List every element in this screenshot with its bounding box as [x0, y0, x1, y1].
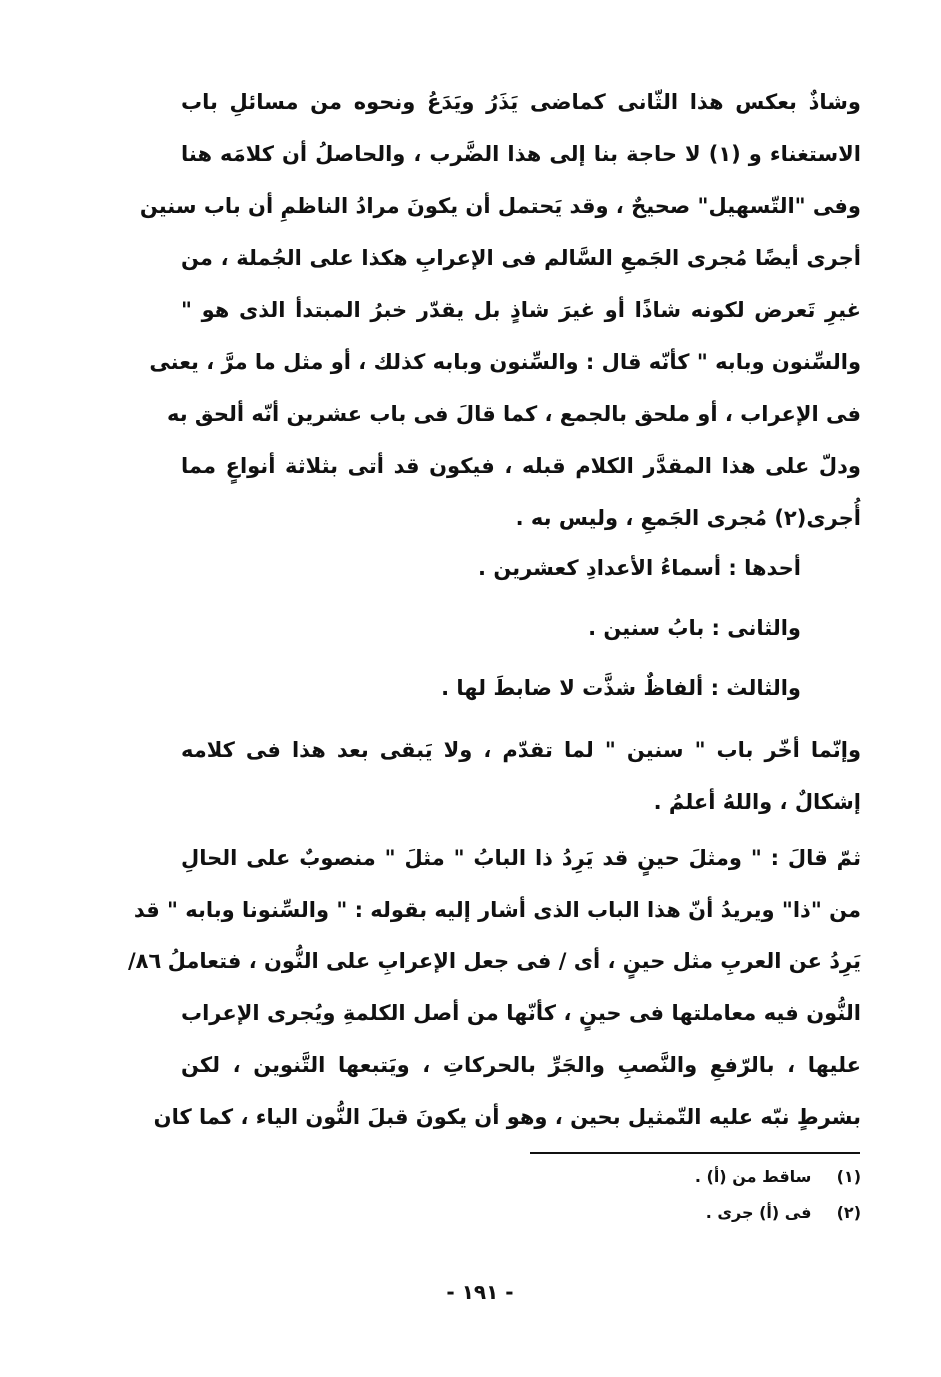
- footnote-1: [361, 1162, 861, 1192]
- text-line-17: يَرِدُ عن العربِ مثل حينٍ ، أى / فى جعل الإعرابِ على النُّون ، فتعاملُ: [167, 949, 861, 973]
- footnote-1-number: (١): [836, 1167, 861, 1186]
- text-line-13: وإنّما أخّر باب " سنين " لما تقدّم ، ولا يَبقى بعد هذا فى كلامه: [181, 738, 861, 762]
- footnote-1-text: ساقط من (أ) .: [694, 1167, 812, 1186]
- list-item-second: والثانى : بابُ سنين .: [588, 616, 801, 640]
- text-line-14: إشكالٌ ، واللهُ أعلمُ .: [653, 790, 861, 814]
- text-line-18: النُّون فيه معاملتها فى حينٍ ، كأنّها من أصل الكلمةِ ويُجرى الإعراب: [181, 1001, 861, 1025]
- list-item-third: والثالث : ألفاظٌ شذَّت لا ضابطَ لها .: [441, 676, 801, 700]
- text-line-1: وشاذٌ بعكس هذا الثّانى كماضى يَذَرُ ويَدَعُ ونحوه من مسائلِ باب: [181, 90, 861, 114]
- list-item-first: أحدها : أسماءُ الأعدادِ كعشرين .: [478, 556, 801, 580]
- footnote-2-text: فى (أ) جرى .: [705, 1203, 812, 1222]
- manuscript-folio-marker: ٨٦/: [128, 949, 162, 973]
- text-line-5: غيرِ تَعرض لكونه شاذًا أو غيرَ شاذٍ بل يقدّر خبرُ المبتدأ الذى هو ": [181, 298, 861, 322]
- text-line-2: الاستغناء و (١) لا حاجة بنا إلى هذا الضَّرب ، والحاصلُ أن كلامَه هنا: [181, 142, 861, 166]
- footnote-divider: [530, 1152, 860, 1154]
- page-number: - ١٩١ -: [446, 1280, 514, 1304]
- text-line-20: بشرطٍ نبّه عليه التّمثيل بحين ، وهو أن يكونَ قبلَ النُّون الياء ، كما كان: [153, 1105, 861, 1129]
- footnote-2-number: (٢): [836, 1203, 861, 1222]
- text-line-6: والسِّنون وبابه " كأنّه قال : والسِّنون وبابه كذلك ، أو مثل ما مرَّ ، يعنى: [149, 350, 861, 374]
- text-line-15: ثمّ قالَ : " ومثلَ حينٍ قد يَرِدُ ذا البابُ " مثلَ " منصوبٌ على الحالِ: [181, 846, 861, 870]
- text-line-3: وفى "التّسهيل" صحيحٌ ، وقد يَحتمل أن يكونَ مرادُ الناظمِ أن باب سنين: [139, 194, 861, 218]
- text-line-19: عليها ، بالرّفعِ والنَّصبِ والجَرِّ بالحركاتِ ، ويَتبعها التَّنوين ، لكن: [181, 1053, 861, 1077]
- footnote-2: [361, 1198, 861, 1228]
- text-line-4: أجرى أيضًا مُجرى الجَمعِ السَّالم فى الإعرابِ هكذا على الجُملة ، من: [181, 246, 861, 270]
- text-line-7: فى الإعراب ، أو ملحق بالجمع ، كما قالَ فى باب عشرين أنّه ألحق به: [166, 402, 861, 426]
- text-line-9: أُجرى(٢) مُجرى الجَمعِ ، وليس به .: [515, 506, 861, 530]
- text-line-8: ودلّ على هذا المقدَّر الكلام قبله ، فيكون قد أتى بثلاثة أنواعٍ مما: [181, 454, 861, 478]
- text-line-16: من "ذا" ويريدُ أنّ هذا الباب الذى أشار إليه بقوله : " والسِّنونا وبابه " قد: [133, 898, 861, 922]
